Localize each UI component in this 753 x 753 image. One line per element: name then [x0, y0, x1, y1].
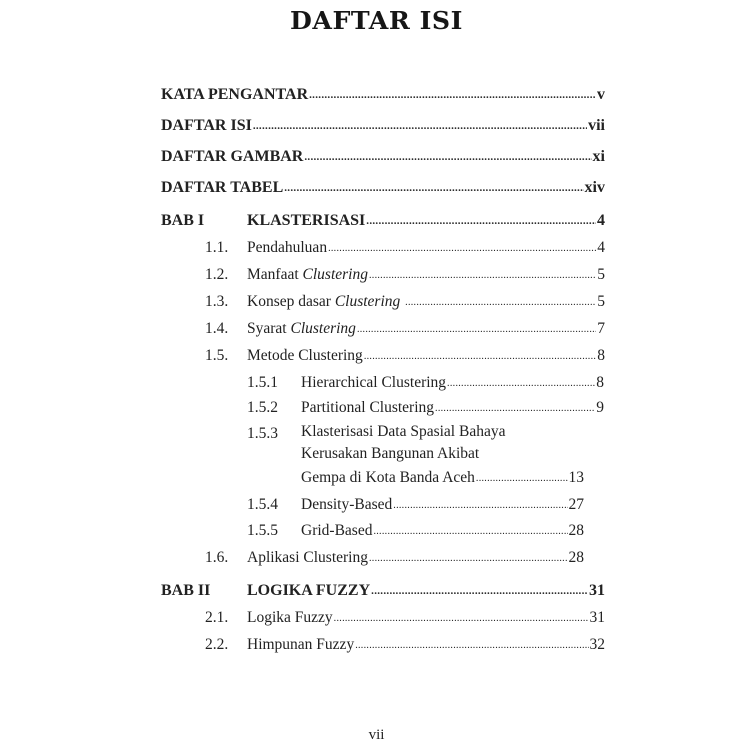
page-number: vii: [368, 727, 385, 743]
dot-leader: [373, 526, 567, 537]
toc-chapter-bab-1[interactable]: [161, 212, 605, 230]
section-title: Konsep dasar Clustering: [247, 293, 401, 310]
entry-page: 8: [596, 374, 604, 391]
subsection-number: 1.5.5: [247, 522, 278, 539]
section-title: Himpunan Fuzzy: [247, 636, 355, 653]
section-number: 1.2.: [205, 266, 229, 283]
dot-leader: [355, 640, 588, 651]
dot-leader: [328, 243, 596, 254]
section-title: Aplikasi Clustering: [247, 549, 368, 566]
dot-leader: [447, 378, 595, 389]
entry-page: 32: [589, 636, 605, 653]
entry-label: DAFTAR ISI: [161, 117, 252, 134]
entry-page: 4: [597, 239, 605, 256]
section-title: Manfaat Clustering: [247, 266, 368, 283]
section-title: Metode Clustering: [247, 347, 363, 364]
entry-page: 28: [568, 549, 584, 566]
chapter-number: BAB II: [161, 582, 211, 599]
entry-page: 13: [568, 469, 584, 486]
subsection-number: 1.5.2: [247, 399, 278, 416]
entry-page: 31: [589, 609, 605, 626]
section-number: 1.3.: [205, 293, 229, 310]
toc-entry-kata-pengantar[interactable]: [161, 86, 605, 104]
dot-leader: [309, 89, 596, 101]
subsection-title-line: Klasterisasi Data Spasial Bahaya: [301, 423, 506, 440]
entry-page: 31: [589, 582, 605, 599]
toc-subsection-1-5-1[interactable]: [247, 374, 604, 392]
entry-page: 5: [597, 293, 605, 310]
toc-section-1-3[interactable]: [205, 293, 605, 311]
dot-leader: [334, 613, 589, 624]
toc-subsection-1-5-3[interactable]: [301, 421, 584, 465]
toc-section-1-5[interactable]: [205, 347, 605, 365]
toc-entry-daftar-gambar[interactable]: [161, 148, 605, 166]
toc-section-2-2[interactable]: [205, 636, 605, 654]
section-number: 1.5.: [205, 347, 229, 364]
toc-section-1-6[interactable]: [205, 549, 584, 567]
chapter-number: BAB I: [161, 212, 205, 229]
entry-page: 4: [597, 212, 605, 229]
dot-leader: [357, 324, 596, 335]
toc-subsection-1-5-5[interactable]: [247, 522, 584, 540]
dot-leader: [369, 553, 568, 564]
dot-leader: [405, 297, 596, 308]
entry-label: DAFTAR TABEL: [161, 179, 284, 196]
entry-page: 28: [568, 522, 584, 539]
dot-leader: [371, 585, 588, 597]
section-number: 2.1.: [205, 609, 229, 626]
subsection-number: 1.5.4: [247, 496, 278, 513]
toc-subsection-1-5-2[interactable]: [247, 399, 604, 417]
dot-leader: [435, 403, 595, 414]
dot-leader: [304, 151, 591, 163]
page-title: DAFTAR ISI: [290, 6, 463, 35]
entry-page: 7: [597, 320, 605, 337]
entry-page: xi: [592, 148, 605, 165]
toc-section-1-4[interactable]: [205, 320, 605, 338]
dot-leader: [393, 500, 567, 511]
section-number: 1.1.: [205, 239, 229, 256]
entry-page: 5: [597, 266, 605, 283]
toc-section-1-2[interactable]: [205, 266, 605, 284]
dot-leader: [366, 215, 596, 227]
entry-page: xiv: [584, 179, 605, 196]
toc-entry-daftar-isi[interactable]: [161, 117, 605, 135]
toc-entry-daftar-tabel[interactable]: [161, 179, 605, 197]
toc-subsection-1-5-4[interactable]: [247, 496, 584, 514]
dot-leader: [369, 270, 596, 281]
subsection-title: Partitional Clustering: [301, 399, 435, 416]
subsection-title-line: Gempa di Kota Banda Aceh: [301, 469, 475, 486]
subsection-number: 1.5.3: [247, 425, 278, 442]
subsection-title: Hierarchical Clustering: [301, 374, 447, 391]
subsection-title-line: Kerusakan Bangunan Akibat: [301, 445, 480, 462]
entry-label: DAFTAR GAMBAR: [161, 148, 304, 165]
section-number: 1.6.: [205, 549, 229, 566]
dot-leader: [253, 120, 587, 132]
toc-section-2-1[interactable]: [205, 609, 605, 627]
chapter-title: KLASTERISASI: [247, 212, 366, 229]
toc-chapter-bab-2[interactable]: [161, 582, 605, 600]
section-title: Pendahuluan: [247, 239, 328, 256]
entry-page: vii: [588, 117, 605, 134]
dot-leader: [476, 473, 568, 484]
subsection-number: 1.5.1: [247, 374, 278, 391]
section-number: 1.4.: [205, 320, 229, 337]
dot-leader: [364, 351, 596, 362]
section-title: Logika Fuzzy: [247, 609, 333, 626]
section-title: Syarat Clustering: [247, 320, 356, 337]
chapter-title: LOGIKA FUZZY: [247, 582, 371, 599]
subsection-title: Grid-Based: [301, 522, 373, 539]
entry-page: v: [597, 86, 605, 103]
entry-page: 9: [596, 399, 604, 416]
section-number: 2.2.: [205, 636, 229, 653]
entry-page: 8: [597, 347, 605, 364]
subsection-title: Density-Based: [301, 496, 393, 513]
toc-subsection-1-5-3-last-line[interactable]: [301, 469, 584, 487]
entry-page: 27: [568, 496, 584, 513]
dot-leader: [284, 182, 583, 194]
entry-label: KATA PENGANTAR: [161, 86, 309, 103]
toc-section-1-1[interactable]: [205, 239, 605, 257]
